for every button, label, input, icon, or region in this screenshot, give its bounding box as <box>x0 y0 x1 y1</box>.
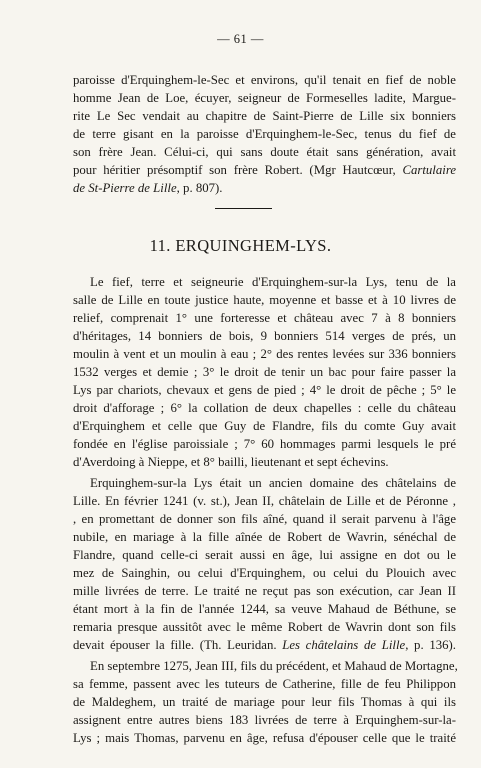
text-line: Lys par chariots, chevaux et gens de pied ; 4° le droit de pêche ; 5° le <box>73 383 456 397</box>
text-line: Erquinghem-sur-la Lys était un ancien domaine des châtelains de <box>90 476 456 490</box>
text-line: étant mort à la fin de l'année 1244, sa veuve Mahaud de Béthune, se <box>73 602 456 616</box>
text-line: mille livrées de terre. Le traité ne reçut pas son exécution, car Jean II <box>73 584 456 598</box>
text-line: d'Erquinghem et celle que Guy de Flandre, fils du comte Guy avait <box>73 419 456 433</box>
text-line: de St-Pierre de Lille, p. 807). <box>73 181 223 195</box>
text-line: Lille. En février 1241 (v. st.), Jean II, châtelain de Lille et de Péronne , <box>73 494 456 508</box>
text-line: nubile, en mariage à la fille aînée de Robert de Wavrin, sénéchal de <box>73 530 456 544</box>
text-line: Le fief, terre et seigneurie d'Erquinghem-sur-la Lys, tenu de la <box>90 275 456 289</box>
text-line: mez de Sainghin, ou celui d'Erquinghem, ou celui du Plouich avec <box>73 566 456 580</box>
text-line: de Maldeghem, un traité de mariage pour leur fils Thomas à qui ils <box>73 695 456 709</box>
section-heading: 11. ERQUINGHEM-LYS. <box>149 236 332 255</box>
text-line: salle de Lille en toute justice haute, moyenne et basse et à 10 livres de <box>73 293 456 307</box>
text-line: droit d'afforage ; 6° la collation de deux chapelles : celle du château <box>73 401 456 415</box>
section-divider <box>215 208 272 209</box>
text-line: fondée en l'église paroissiale ; 7° 60 hommages parmi lesquels le pré <box>73 437 456 451</box>
text-line: En septembre 1275, Jean III, fils du précédent, et Mahaud de Mortagne, <box>90 659 458 673</box>
text-line: 1532 verges et demie ; 3° le droit de tenir un bac pour faire passer la <box>73 365 456 379</box>
text-line: homme Jean de Loe, écuyer, seigneur de Formeselles ladite, Margue- <box>73 91 456 105</box>
text-line: sa femme, passent avec les tuteurs de Catherine, fille de feu Philippon <box>73 677 456 691</box>
page-number: — 61 — <box>217 32 264 46</box>
text-line: Lys ; mais Thomas, parvenu en âge, refusa d'épouser celle que le traité <box>73 731 456 745</box>
text-line: moulin à vent et un moulin à eau ; 2° des rentes levées sur 336 bonniers <box>73 347 456 361</box>
text-line: d'Averdoing à Nieppe, et 8° bailli, lieutenant et sept échevins. <box>73 455 389 469</box>
text-line: devait épouser la fille. (Th. Leuridan. Les châtelains de Lille, p. 136). <box>73 638 456 652</box>
text-line: rite Le Sec vendait au chapitre de Saint-Pierre de Lille six bonniers <box>73 109 456 123</box>
text-line: son frère Jean. Célui-ci, qui sans doute était sans génération, avait <box>73 145 456 159</box>
text-line: , en promettant de donner son fils aîné, quand il serait parvenu à l'âge <box>73 512 456 526</box>
text-line: d'héritages, 14 bonniers de bois, 9 bonniers 514 verges de prés, un <box>73 329 456 343</box>
text-line: remaria presque aussitôt avec le même Robert de Wavrin dont son fils <box>73 620 456 634</box>
text-line: de terre gisant en la paroisse d'Erquinghem-le-Sec, tenus du fief de <box>73 127 456 141</box>
text-line: pour héritier présomptif son frère Robert. (Mgr Hautcœur, Cartulaire <box>73 163 456 177</box>
text-line: assignent entre autres biens 183 livrées de terre à Erquinghem-sur-la- <box>73 713 456 727</box>
text-line: paroisse d'Erquinghem-le-Sec et environs, qu'il tenait en fief de noble <box>73 73 456 87</box>
text-line: relief, comprenait 1° une forteresse et château avec 7 à 8 bonniers <box>73 311 456 325</box>
text-line: Flandre, quand celle-ci serait aussi en âge, lui assigne en dot ou le <box>73 548 456 562</box>
